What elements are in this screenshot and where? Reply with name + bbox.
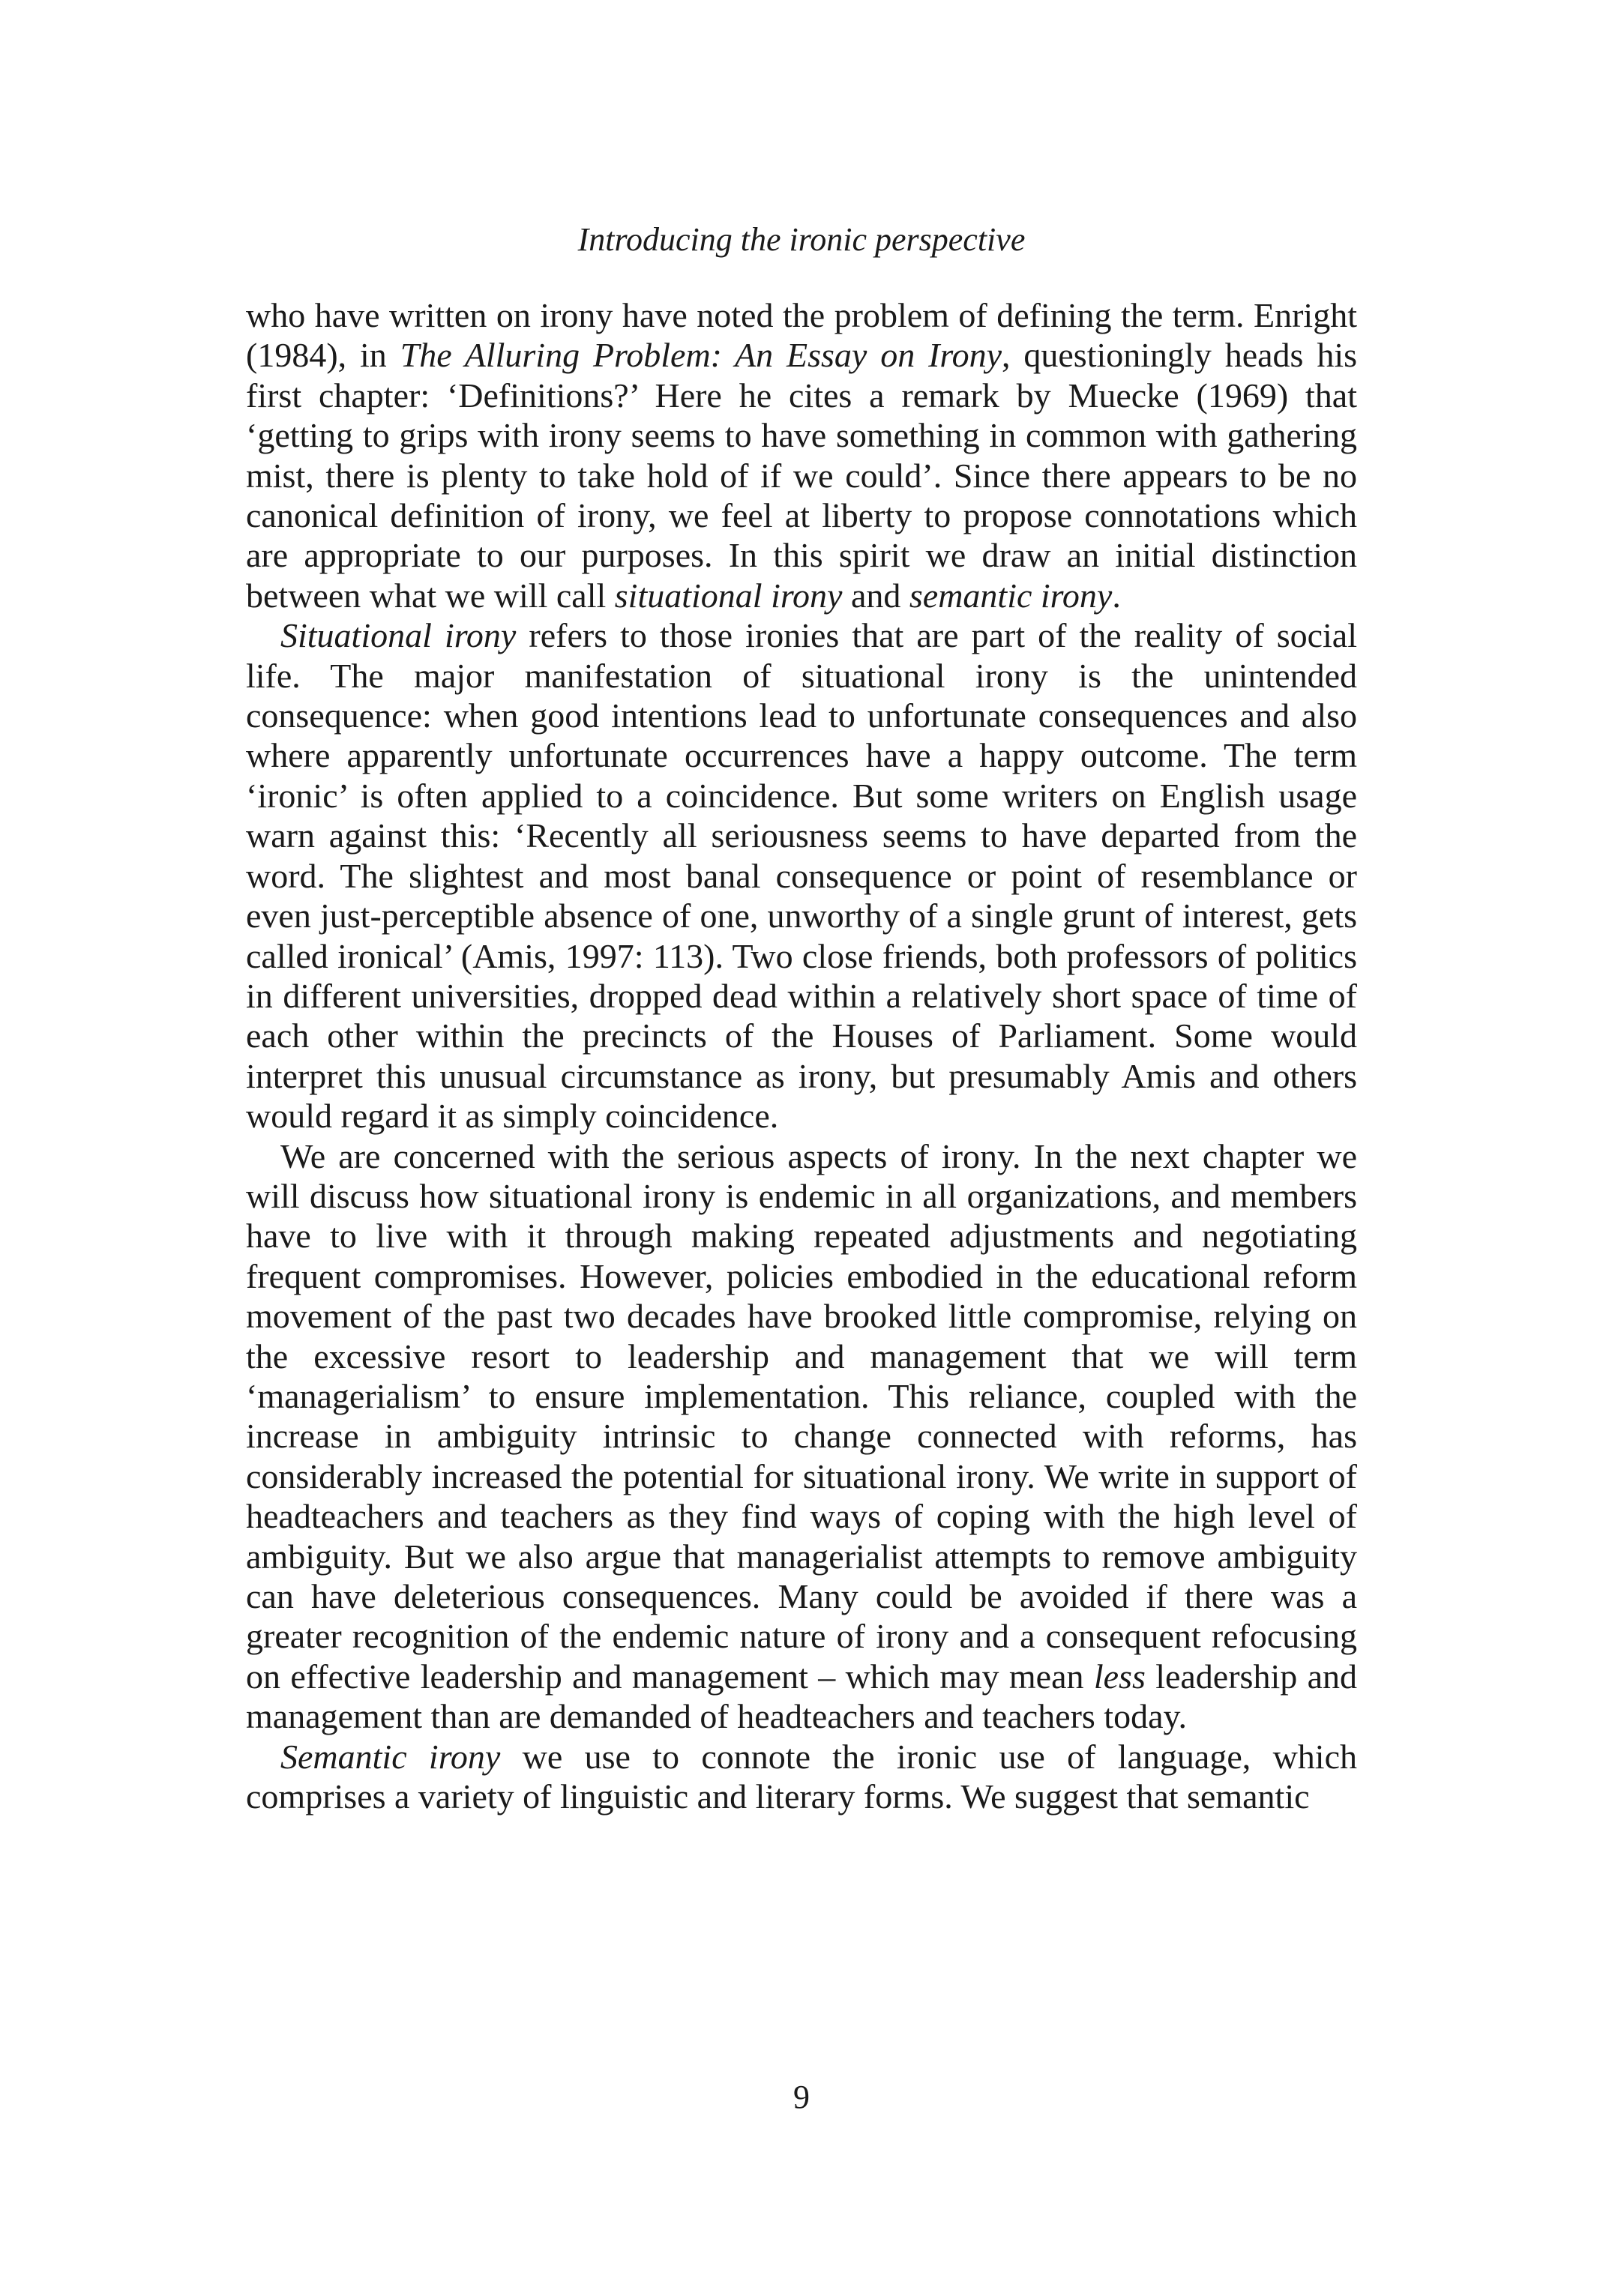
running-head: Introducing the ironic perspective [577, 221, 1026, 258]
italic-text: Semantic irony [280, 1737, 501, 1776]
italic-text: Situational irony [280, 616, 517, 655]
body-text [246, 295, 1357, 1816]
text-run: and [842, 576, 909, 615]
italic-text: situational irony [614, 576, 843, 615]
text-run: , questioningly heads his first chapter: ‘Definitions?’ Here he cites a remark by Muecke (1969) that ‘getting to grips with irony seems to have something in common with gathering mist, there is plenty to take hold of if we could’. Since there appears to be no canonical definition of irony, we feel at liberty to propose connotations which are appropriate to our purposes. In this spirit we draw an initial distinction between what we will call [246, 336, 1358, 615]
text-run: refers to those ironies that are part of the reality of social life. The major manifestation of situational irony is the unintended consequence: when good intentions lead to unfortunate consequences and also where apparently unfortunate occurrences have a happy outcome. The term ‘ironic’ is often applied to a coincidence. But some writers on English usage warn against this: ‘Recently all seriousness seems to have departed from the word. The slightest and most banal consequence or point of resemblance or even just-perceptible absence of one, unworthy of a single grunt of interest, gets called ironical’ (Amis, 1997: 113). Two close friends, both professors of politics in different universities, dropped dead within a relatively short space of time of each other within the precincts of the Houses of Parliament. Some would interpret this unusual circumstance as irony, but presumably Amis and others would regard it as simply coincidence. [246, 616, 1357, 1136]
paragraph [246, 1136, 1357, 1737]
italic-text: semantic irony [909, 576, 1113, 615]
italic-text: less [1093, 1657, 1146, 1696]
text-run: We are concerned with the serious aspects of irony. In the next chapter we will discuss how situational irony is endemic in all organizations, and members have to live with it through making repeated adjustments and negotiating frequent compromises. However, policies embodied in the educational reform movement of the past two decades have brooked little compromise, relying on the excessive resort to leadership and management that we will term ‘managerialism’ to ensure implementation. This reliance, coupled with the increase in ambiguity intrinsic to change connected with reforms, has considerably increased the potential for situational irony. We write in support of headteachers and teachers as they find ways of coping with the high level of ambiguity. But we also argue that managerialist attempts to remove ambiguity can have deleterious consequences. Many could be avoided if there was a greater recognition of the endemic nature of irony and a consequent refocusing on effective leadership and management – which may mean [246, 1136, 1357, 1696]
paragraph [246, 295, 1357, 615]
italic-text: The Alluring Problem: An Essay on Irony [400, 336, 1002, 375]
text-run: who have written on irony have noted the problem of defining the term. Enright (1984), in [246, 296, 1357, 375]
page-number: 9 [793, 2079, 810, 2115]
paragraph [246, 1737, 1357, 1817]
text-run: . [1112, 576, 1121, 615]
text-run: leadership and management than are demanded of headteachers and teachers today. [246, 1657, 1357, 1736]
paragraph [246, 615, 1357, 1136]
text-run: we use to connote the ironic use of language, which comprises a variety of linguistic and literary forms. We suggest that semantic [246, 1737, 1357, 1816]
